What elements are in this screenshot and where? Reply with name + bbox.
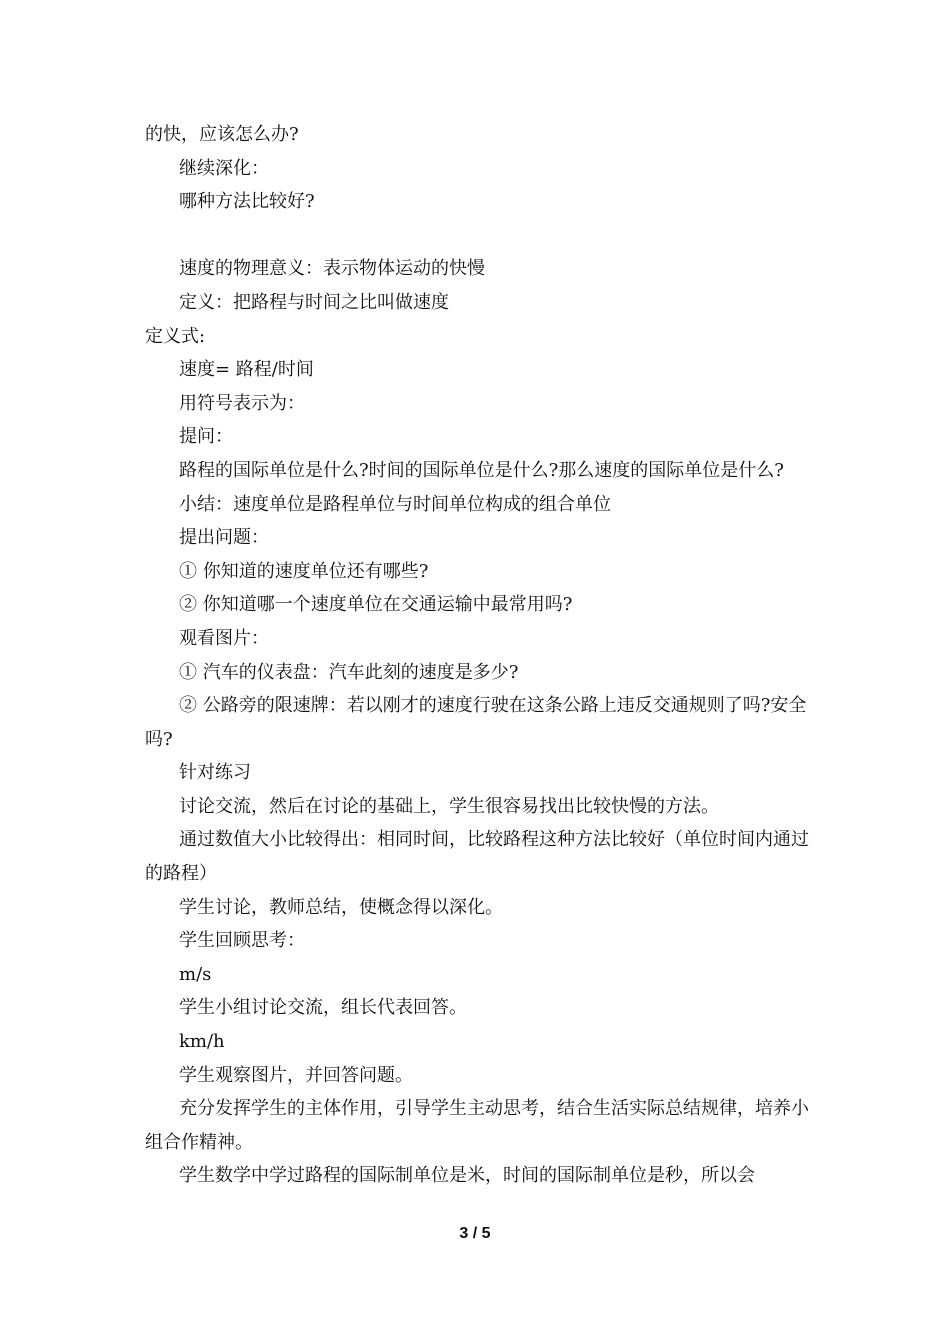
paragraph: 用符号表示为： xyxy=(179,392,305,414)
paragraph: 速度= 路程/时间 xyxy=(179,359,314,381)
paragraph: 学生讨论，教师总结，使概念得以深化。 xyxy=(179,896,503,918)
paragraph: ① 你知道的速度单位还有哪些? xyxy=(179,560,429,582)
document-body xyxy=(145,118,810,1193)
page-number: 3 / 5 xyxy=(459,1225,491,1242)
paragraph: 提出问题： xyxy=(179,527,269,549)
paragraph: 针对练习 xyxy=(179,762,251,784)
paragraph: 小结：速度单位是路程单位与时间单位构成的组合单位 xyxy=(179,493,611,515)
paragraph: 提问： xyxy=(179,426,233,448)
paragraph: ① 汽车的仪表盘：汽车此刻的速度是多少? xyxy=(179,661,519,683)
paragraph: 的快，应该怎么办? xyxy=(145,124,299,145)
paragraph: 讨论交流，然后在讨论的基础上，学生很容易找出比较快慢的方法。 xyxy=(179,795,719,817)
paragraph: 学生小组讨论交流，组长代表回答。 xyxy=(179,997,467,1019)
paragraph: 通过数值大小比较得出：相同时间，比较路程这种方法比较好（单位时间内通过的路程） xyxy=(145,829,809,885)
paragraph: 学生回顾思考： xyxy=(179,930,305,952)
paragraph: 哪种方法比较好? xyxy=(179,191,315,213)
paragraph: ② 你知道哪一个速度单位在交通运输中最常用吗? xyxy=(179,594,573,616)
paragraph: ② 公路旁的限速牌：若以刚才的速度行驶在这条公路上违反交通规则了吗?安全吗? xyxy=(145,695,807,750)
paragraph: 学生数学中学过路程的国际制单位是米，时间的国际制单位是秒，所以会 xyxy=(179,1165,755,1187)
paragraph: 速度的物理意义：表示物体运动的快慢 xyxy=(179,258,485,280)
paragraph: 定义式: xyxy=(145,325,206,347)
paragraph: 观看图片： xyxy=(179,627,269,649)
paragraph: 继续深化： xyxy=(179,157,269,179)
paragraph: 充分发挥学生的主体作用，引导学生主动思考，结合生活实际总结规律，培养小组合作精神。 xyxy=(145,1098,809,1153)
paragraph: m/s xyxy=(179,963,212,985)
paragraph: km/h xyxy=(179,1031,225,1053)
paragraph: 定义：把路程与时间之比叫做速度 xyxy=(179,291,449,313)
paragraph: 路程的国际单位是什么?时间的国际单位是什么?那么速度的国际单位是什么? xyxy=(179,459,784,481)
paragraph: 学生观察图片，并回答问题。 xyxy=(179,1064,413,1086)
blank-line xyxy=(145,219,810,253)
